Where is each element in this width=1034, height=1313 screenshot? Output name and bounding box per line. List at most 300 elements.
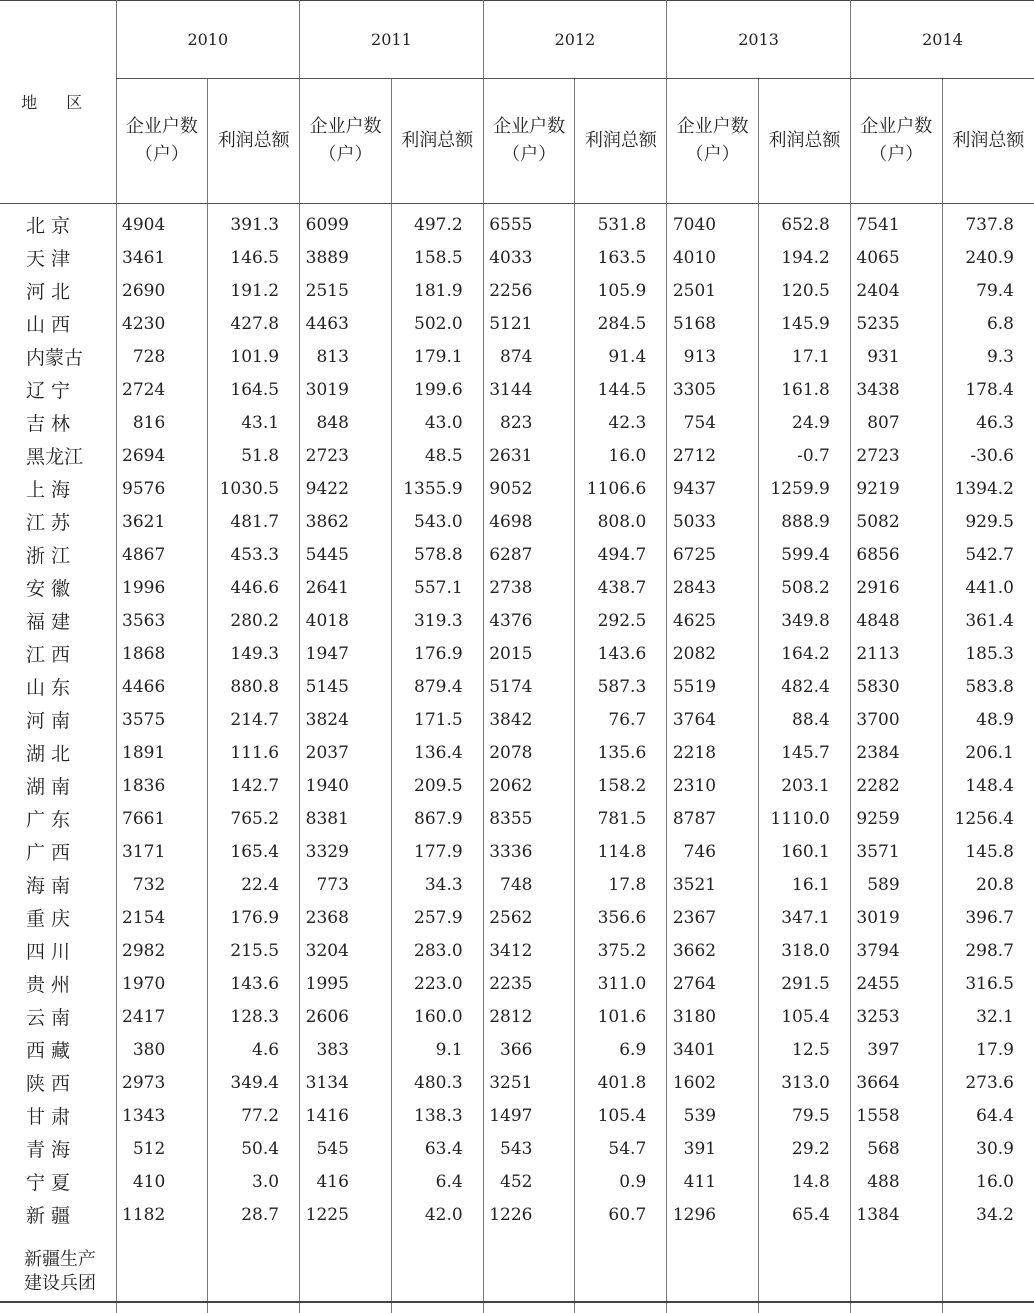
- firms-cell: 1996: [116, 571, 208, 604]
- profit-cell: 349.8: [759, 604, 851, 637]
- firms-cell: 2078: [483, 736, 575, 769]
- profit-cell: 0.9: [575, 1165, 667, 1198]
- firms-cell: 3134: [300, 1066, 392, 1099]
- firms-cell: 2843: [667, 571, 759, 604]
- row-region-label: 黑龙江: [26, 442, 96, 469]
- profit-cell: 105.4: [575, 1099, 667, 1132]
- profit-cell: 273.6: [942, 1066, 1034, 1099]
- firms-cell: 2641: [300, 571, 392, 604]
- firms-cell: 2218: [667, 736, 759, 769]
- table-row: [0, 274, 1034, 307]
- row-region-label: 天 津: [26, 244, 96, 271]
- firms-cell: 3019: [850, 901, 942, 934]
- firms-cell: 3700: [850, 703, 942, 736]
- table-row: [0, 703, 1034, 736]
- row-region: [0, 1132, 116, 1165]
- firms-cell: 3621: [116, 505, 208, 538]
- row-region-label: 甘 肃: [26, 1102, 96, 1129]
- firms-cell: 3412: [483, 934, 575, 967]
- table-row: [0, 406, 1034, 439]
- row-region-label: 福 建: [26, 607, 96, 634]
- row-region-label: 海 南: [26, 871, 96, 898]
- table-row: [0, 571, 1034, 604]
- firms-cell: 2724: [116, 373, 208, 406]
- firms-cell: 1182: [116, 1198, 208, 1231]
- profit-cell: 215.5: [208, 934, 300, 967]
- table-row: [0, 241, 1034, 274]
- firms-cell: 6725: [667, 538, 759, 571]
- firms-cell: 2515: [300, 274, 392, 307]
- firms-cell: 5235: [850, 307, 942, 340]
- firms-cell: 3336: [483, 835, 575, 868]
- year-header: 2014: [850, 0, 1034, 79]
- profit-cell: 356.6: [575, 901, 667, 934]
- profit-cell: 319.3: [391, 604, 483, 637]
- row-region: [0, 1066, 116, 1099]
- profit-cell: 179.1: [391, 340, 483, 373]
- firms-cell: 2368: [300, 901, 392, 934]
- row-region-label: 山 东: [26, 673, 96, 700]
- profit-cell: 164.2: [759, 637, 851, 670]
- firms-header: 企业户数（户）: [483, 79, 575, 204]
- row-region: [0, 967, 116, 1000]
- profit-cell: 101.9: [208, 340, 300, 373]
- firms-cell: 2154: [116, 901, 208, 934]
- profit-cell: 144.5: [575, 373, 667, 406]
- row-region: [0, 637, 116, 670]
- profit-cell: 77.2: [208, 1099, 300, 1132]
- firms-cell: 5082: [850, 505, 942, 538]
- year-header-row: [0, 0, 1034, 79]
- profit-cell: 9.1: [391, 1033, 483, 1066]
- profit-cell: 480.3: [391, 1066, 483, 1099]
- firms-cell: 9437: [667, 472, 759, 505]
- firms-cell: 4867: [116, 538, 208, 571]
- year-header: 2011: [300, 0, 484, 79]
- profit-cell: 482.4: [759, 670, 851, 703]
- profit-cell: 181.9: [391, 274, 483, 307]
- firms-cell: 6287: [483, 538, 575, 571]
- profit-cell: 599.4: [759, 538, 851, 571]
- row-region: [0, 373, 116, 406]
- profit-cell: 177.9: [391, 835, 483, 868]
- row-region-label: 浙 江: [26, 541, 96, 568]
- firms-cell: 1602: [667, 1066, 759, 1099]
- table-row: [0, 967, 1034, 1000]
- firms-cell: 3794: [850, 934, 942, 967]
- profit-cell: 17.1: [759, 340, 851, 373]
- row-region-label: 河 南: [26, 706, 96, 733]
- profit-cell: 502.0: [391, 307, 483, 340]
- firms-cell: 3842: [483, 703, 575, 736]
- profit-cell: 291.5: [759, 967, 851, 1000]
- firms-cell: 568: [850, 1132, 942, 1165]
- row-region: [0, 868, 116, 901]
- profit-cell: 158.2: [575, 769, 667, 802]
- firms-cell: 2282: [850, 769, 942, 802]
- firms-cell: 2062: [483, 769, 575, 802]
- firms-cell: 3251: [483, 1066, 575, 1099]
- table-row: [0, 1099, 1034, 1132]
- firms-cell: 2417: [116, 1000, 208, 1033]
- firms-cell: 543: [483, 1132, 575, 1165]
- profit-cell: 4.6: [208, 1033, 300, 1066]
- firms-cell: 488: [850, 1165, 942, 1198]
- profit-cell: 481.7: [208, 505, 300, 538]
- profit-cell: 313.0: [759, 1066, 851, 1099]
- row-region-label: 湖 南: [26, 772, 96, 799]
- profit-cell: 583.8: [942, 670, 1034, 703]
- row-region-label: 河 北: [26, 277, 96, 304]
- profit-cell: 214.7: [208, 703, 300, 736]
- row-region: [0, 472, 116, 505]
- profit-cell: 879.4: [391, 670, 483, 703]
- profit-cell: 808.0: [575, 505, 667, 538]
- profit-cell: 145.9: [759, 307, 851, 340]
- profit-cell: 101.6: [575, 1000, 667, 1033]
- firms-cell: 6099: [300, 204, 392, 242]
- profit-cell: 165.4: [208, 835, 300, 868]
- firms-cell: 410: [116, 1165, 208, 1198]
- table-row: [0, 1033, 1034, 1066]
- firms-cell: 2235: [483, 967, 575, 1000]
- table-row: [0, 769, 1034, 802]
- firms-cell: 1225: [300, 1198, 392, 1231]
- firms-cell: 3180: [667, 1000, 759, 1033]
- profit-cell: 1259.9: [759, 472, 851, 505]
- firms-cell: 2973: [116, 1066, 208, 1099]
- row-region-label: 陕 西: [26, 1069, 96, 1096]
- firms-cell: 1343: [116, 1099, 208, 1132]
- firms-cell: 1891: [116, 736, 208, 769]
- firms-header: 企业户数（户）: [116, 79, 208, 204]
- profit-cell: 284.5: [575, 307, 667, 340]
- profit-cell: 176.9: [208, 901, 300, 934]
- profit-cell: 60.7: [575, 1198, 667, 1231]
- table-row: [0, 373, 1034, 406]
- firms-cell: 9576: [116, 472, 208, 505]
- profit-cell: 20.8: [942, 868, 1034, 901]
- row-region: [0, 307, 116, 340]
- firms-cell: 5168: [667, 307, 759, 340]
- firms-cell: 3521: [667, 868, 759, 901]
- firms-cell: 2455: [850, 967, 942, 1000]
- row-region-label: 广 东: [26, 805, 96, 832]
- firms-cell: 5033: [667, 505, 759, 538]
- firms-cell: 7541: [850, 204, 942, 242]
- subheader-row: [0, 79, 1034, 204]
- firms-cell: 1970: [116, 967, 208, 1000]
- firms-cell: 2982: [116, 934, 208, 967]
- firms-cell: 3461: [116, 241, 208, 274]
- firms-cell: 6856: [850, 538, 942, 571]
- profit-cell: 441.0: [942, 571, 1034, 604]
- firms-cell: 589: [850, 868, 942, 901]
- table-row: [0, 1000, 1034, 1033]
- firms-cell: 8355: [483, 802, 575, 835]
- profit-cell: 17.8: [575, 868, 667, 901]
- profit-header: 利润总额: [759, 79, 851, 204]
- firms-cell: 3329: [300, 835, 392, 868]
- row-region-label: 湖 北: [26, 739, 96, 766]
- row-region-label: 内蒙古: [26, 343, 96, 370]
- firms-cell: 1940: [300, 769, 392, 802]
- firms-cell: 4376: [483, 604, 575, 637]
- profit-cell: 1355.9: [391, 472, 483, 505]
- profit-cell: 161.8: [759, 373, 851, 406]
- profit-cell: 316.5: [942, 967, 1034, 1000]
- firms-cell: 931: [850, 340, 942, 373]
- firms-header: 企业户数（户）: [667, 79, 759, 204]
- firms-cell: 1558: [850, 1099, 942, 1132]
- firms-cell: 3662: [667, 934, 759, 967]
- firms-cell: 416: [300, 1165, 392, 1198]
- row-region-line1: 新疆生产: [24, 1248, 116, 1272]
- firms-cell: 3305: [667, 373, 759, 406]
- firms-cell: 2712: [667, 439, 759, 472]
- profit-header: 利润总额: [942, 79, 1034, 204]
- firms-cell: 773: [300, 868, 392, 901]
- profit-cell: 14.8: [759, 1165, 851, 1198]
- profit-cell: 135.6: [575, 736, 667, 769]
- table-row: [0, 670, 1034, 703]
- profit-cell: 164.5: [208, 373, 300, 406]
- profit-cell: 652.8: [759, 204, 851, 242]
- profit-cell: 146.5: [208, 241, 300, 274]
- profit-cell: 311.0: [575, 967, 667, 1000]
- profit-cell: 12.5: [759, 1033, 851, 1066]
- profit-cell: 158.5: [391, 241, 483, 274]
- profit-cell: 111.6: [208, 736, 300, 769]
- firms-cell: 8381: [300, 802, 392, 835]
- profit-cell: 178.4: [942, 373, 1034, 406]
- profit-cell: 199.6: [391, 373, 483, 406]
- profit-cell: 160.0: [391, 1000, 483, 1033]
- firms-cell: 807: [850, 406, 942, 439]
- profit-cell: 929.5: [942, 505, 1034, 538]
- profit-cell: 9.3: [942, 340, 1034, 373]
- firms-cell: 3862: [300, 505, 392, 538]
- firms-cell: 2738: [483, 571, 575, 604]
- firms-header: 企业户数（户）: [850, 79, 942, 204]
- table-row: [0, 835, 1034, 868]
- firms-cell: 823: [483, 406, 575, 439]
- firms-cell: 2015: [483, 637, 575, 670]
- table-row: [0, 736, 1034, 769]
- profit-cell: 1394.2: [942, 472, 1034, 505]
- row-region-label: 辽 宁: [26, 376, 96, 403]
- profit-cell: 6.8: [942, 307, 1034, 340]
- firms-cell: 391: [667, 1132, 759, 1165]
- profit-cell: 16.1: [759, 868, 851, 901]
- firms-cell: 4230: [116, 307, 208, 340]
- firms-cell: 3571: [850, 835, 942, 868]
- firms-cell: 3204: [300, 934, 392, 967]
- firms-cell: 4848: [850, 604, 942, 637]
- profit-cell: 194.2: [759, 241, 851, 274]
- profit-cell: 148.4: [942, 769, 1034, 802]
- firms-cell: 754: [667, 406, 759, 439]
- firms-cell: 9422: [300, 472, 392, 505]
- profit-cell: 427.8: [208, 307, 300, 340]
- profit-cell: 240.9: [942, 241, 1034, 274]
- row-region: [0, 835, 116, 868]
- firms-cell: 2690: [116, 274, 208, 307]
- firms-cell: 2082: [667, 637, 759, 670]
- row-region-label: 北 京: [26, 211, 96, 238]
- profit-cell: 880.8: [208, 670, 300, 703]
- firms-cell: 3575: [116, 703, 208, 736]
- row-region-label: 青 海: [26, 1135, 96, 1162]
- firms-cell: 3889: [300, 241, 392, 274]
- profit-cell: 51.8: [208, 439, 300, 472]
- profit-cell: 163.5: [575, 241, 667, 274]
- firms-cell: 512: [116, 1132, 208, 1165]
- profit-cell: 781.5: [575, 802, 667, 835]
- profit-cell: 42.3: [575, 406, 667, 439]
- table-row: [0, 1132, 1034, 1165]
- firms-cell: 2812: [483, 1000, 575, 1033]
- firms-cell: 2606: [300, 1000, 392, 1033]
- table-row: [0, 1165, 1034, 1198]
- profit-cell: 46.3: [942, 406, 1034, 439]
- firms-cell: 1497: [483, 1099, 575, 1132]
- table-row: [0, 472, 1034, 505]
- table-row: [0, 340, 1034, 373]
- row-region: [0, 340, 116, 373]
- profit-cell: 160.1: [759, 835, 851, 868]
- row-region-label: 西 藏: [26, 1036, 96, 1063]
- profit-cell: 29.2: [759, 1132, 851, 1165]
- firms-cell: 9052: [483, 472, 575, 505]
- firms-cell: 2562: [483, 901, 575, 934]
- row-region-label: 山 西: [26, 310, 96, 337]
- firms-cell: 2631: [483, 439, 575, 472]
- profit-cell: 349.4: [208, 1066, 300, 1099]
- table-body: [0, 204, 1034, 1313]
- profit-cell: 138.3: [391, 1099, 483, 1132]
- firms-cell: 8787: [667, 802, 759, 835]
- profit-cell: 176.9: [391, 637, 483, 670]
- profit-cell: 143.6: [575, 637, 667, 670]
- profit-cell: -30.6: [942, 439, 1034, 472]
- row-region: [0, 1033, 116, 1066]
- profit-cell: 34.3: [391, 868, 483, 901]
- table-row: [0, 505, 1034, 538]
- firms-cell: 3019: [300, 373, 392, 406]
- row-region: [0, 439, 116, 472]
- firms-cell: 874: [483, 340, 575, 373]
- profit-cell: 30.9: [942, 1132, 1034, 1165]
- row-region-label: 新 疆: [26, 1201, 96, 1228]
- firms-cell: 732: [116, 868, 208, 901]
- profit-cell: 765.2: [208, 802, 300, 835]
- profit-cell: 223.0: [391, 967, 483, 1000]
- row-region-label: 重 庆: [26, 904, 96, 931]
- profit-header: 利润总额: [208, 79, 300, 204]
- profit-cell: 557.1: [391, 571, 483, 604]
- profit-cell: 318.0: [759, 934, 851, 967]
- firms-cell: 2404: [850, 274, 942, 307]
- firms-cell: 2723: [300, 439, 392, 472]
- profit-cell: 65.4: [759, 1198, 851, 1231]
- profit-cell: 32.1: [942, 1000, 1034, 1033]
- row-region-label: 四 川: [26, 937, 96, 964]
- profit-cell: 17.9: [942, 1033, 1034, 1066]
- profit-cell: 79.4: [942, 274, 1034, 307]
- profit-cell: 185.3: [942, 637, 1034, 670]
- firms-cell: 1416: [300, 1099, 392, 1132]
- firms-cell: 2113: [850, 637, 942, 670]
- profit-cell: 91.4: [575, 340, 667, 373]
- year-header: 2010: [116, 0, 300, 79]
- row-region: [0, 204, 116, 242]
- profit-cell: 391.3: [208, 204, 300, 242]
- firms-cell: 397: [850, 1033, 942, 1066]
- row-region: [0, 241, 116, 274]
- profit-cell: 64.4: [942, 1099, 1034, 1132]
- profit-cell: 587.3: [575, 670, 667, 703]
- firms-cell: 4466: [116, 670, 208, 703]
- firms-cell: 3253: [850, 1000, 942, 1033]
- row-region: [0, 901, 116, 934]
- table-row: [0, 868, 1034, 901]
- firms-cell: 5519: [667, 670, 759, 703]
- firms-cell: 545: [300, 1132, 392, 1165]
- profit-cell: 543.0: [391, 505, 483, 538]
- firms-cell: 383: [300, 1033, 392, 1066]
- profit-cell: 16.0: [942, 1165, 1034, 1198]
- firms-cell: 2723: [850, 439, 942, 472]
- firms-cell: 728: [116, 340, 208, 373]
- profit-cell: 446.6: [208, 571, 300, 604]
- firms-cell: 813: [300, 340, 392, 373]
- profit-cell: 76.7: [575, 703, 667, 736]
- profit-cell: 453.3: [208, 538, 300, 571]
- profit-cell: 120.5: [759, 274, 851, 307]
- profit-cell: 54.7: [575, 1132, 667, 1165]
- row-region: [0, 769, 116, 802]
- profit-cell: 497.2: [391, 204, 483, 242]
- row-region-label: 上 海: [26, 475, 96, 502]
- profit-cell: 737.8: [942, 204, 1034, 242]
- profit-cell: 24.9: [759, 406, 851, 439]
- table-row: [0, 1198, 1034, 1231]
- profit-cell: 105.4: [759, 1000, 851, 1033]
- row-region: [0, 736, 116, 769]
- firms-cell: 2367: [667, 901, 759, 934]
- profit-cell: 171.5: [391, 703, 483, 736]
- firms-cell: 9259: [850, 802, 942, 835]
- table-row: [0, 204, 1034, 242]
- firms-cell: 3563: [116, 604, 208, 637]
- firms-cell: 3764: [667, 703, 759, 736]
- table-row: [0, 307, 1034, 340]
- table-row: [0, 934, 1034, 967]
- row-region-label: 云 南: [26, 1003, 96, 1030]
- firms-cell: 4033: [483, 241, 575, 274]
- profit-cell: 48.5: [391, 439, 483, 472]
- profit-cell: 88.4: [759, 703, 851, 736]
- profit-cell: 347.1: [759, 901, 851, 934]
- firms-cell: 4698: [483, 505, 575, 538]
- row-region: [0, 1099, 116, 1132]
- profit-cell: 401.8: [575, 1066, 667, 1099]
- firms-cell: 2916: [850, 571, 942, 604]
- profit-cell: 1256.4: [942, 802, 1034, 835]
- firms-cell: 2764: [667, 967, 759, 1000]
- profit-cell: 105.9: [575, 274, 667, 307]
